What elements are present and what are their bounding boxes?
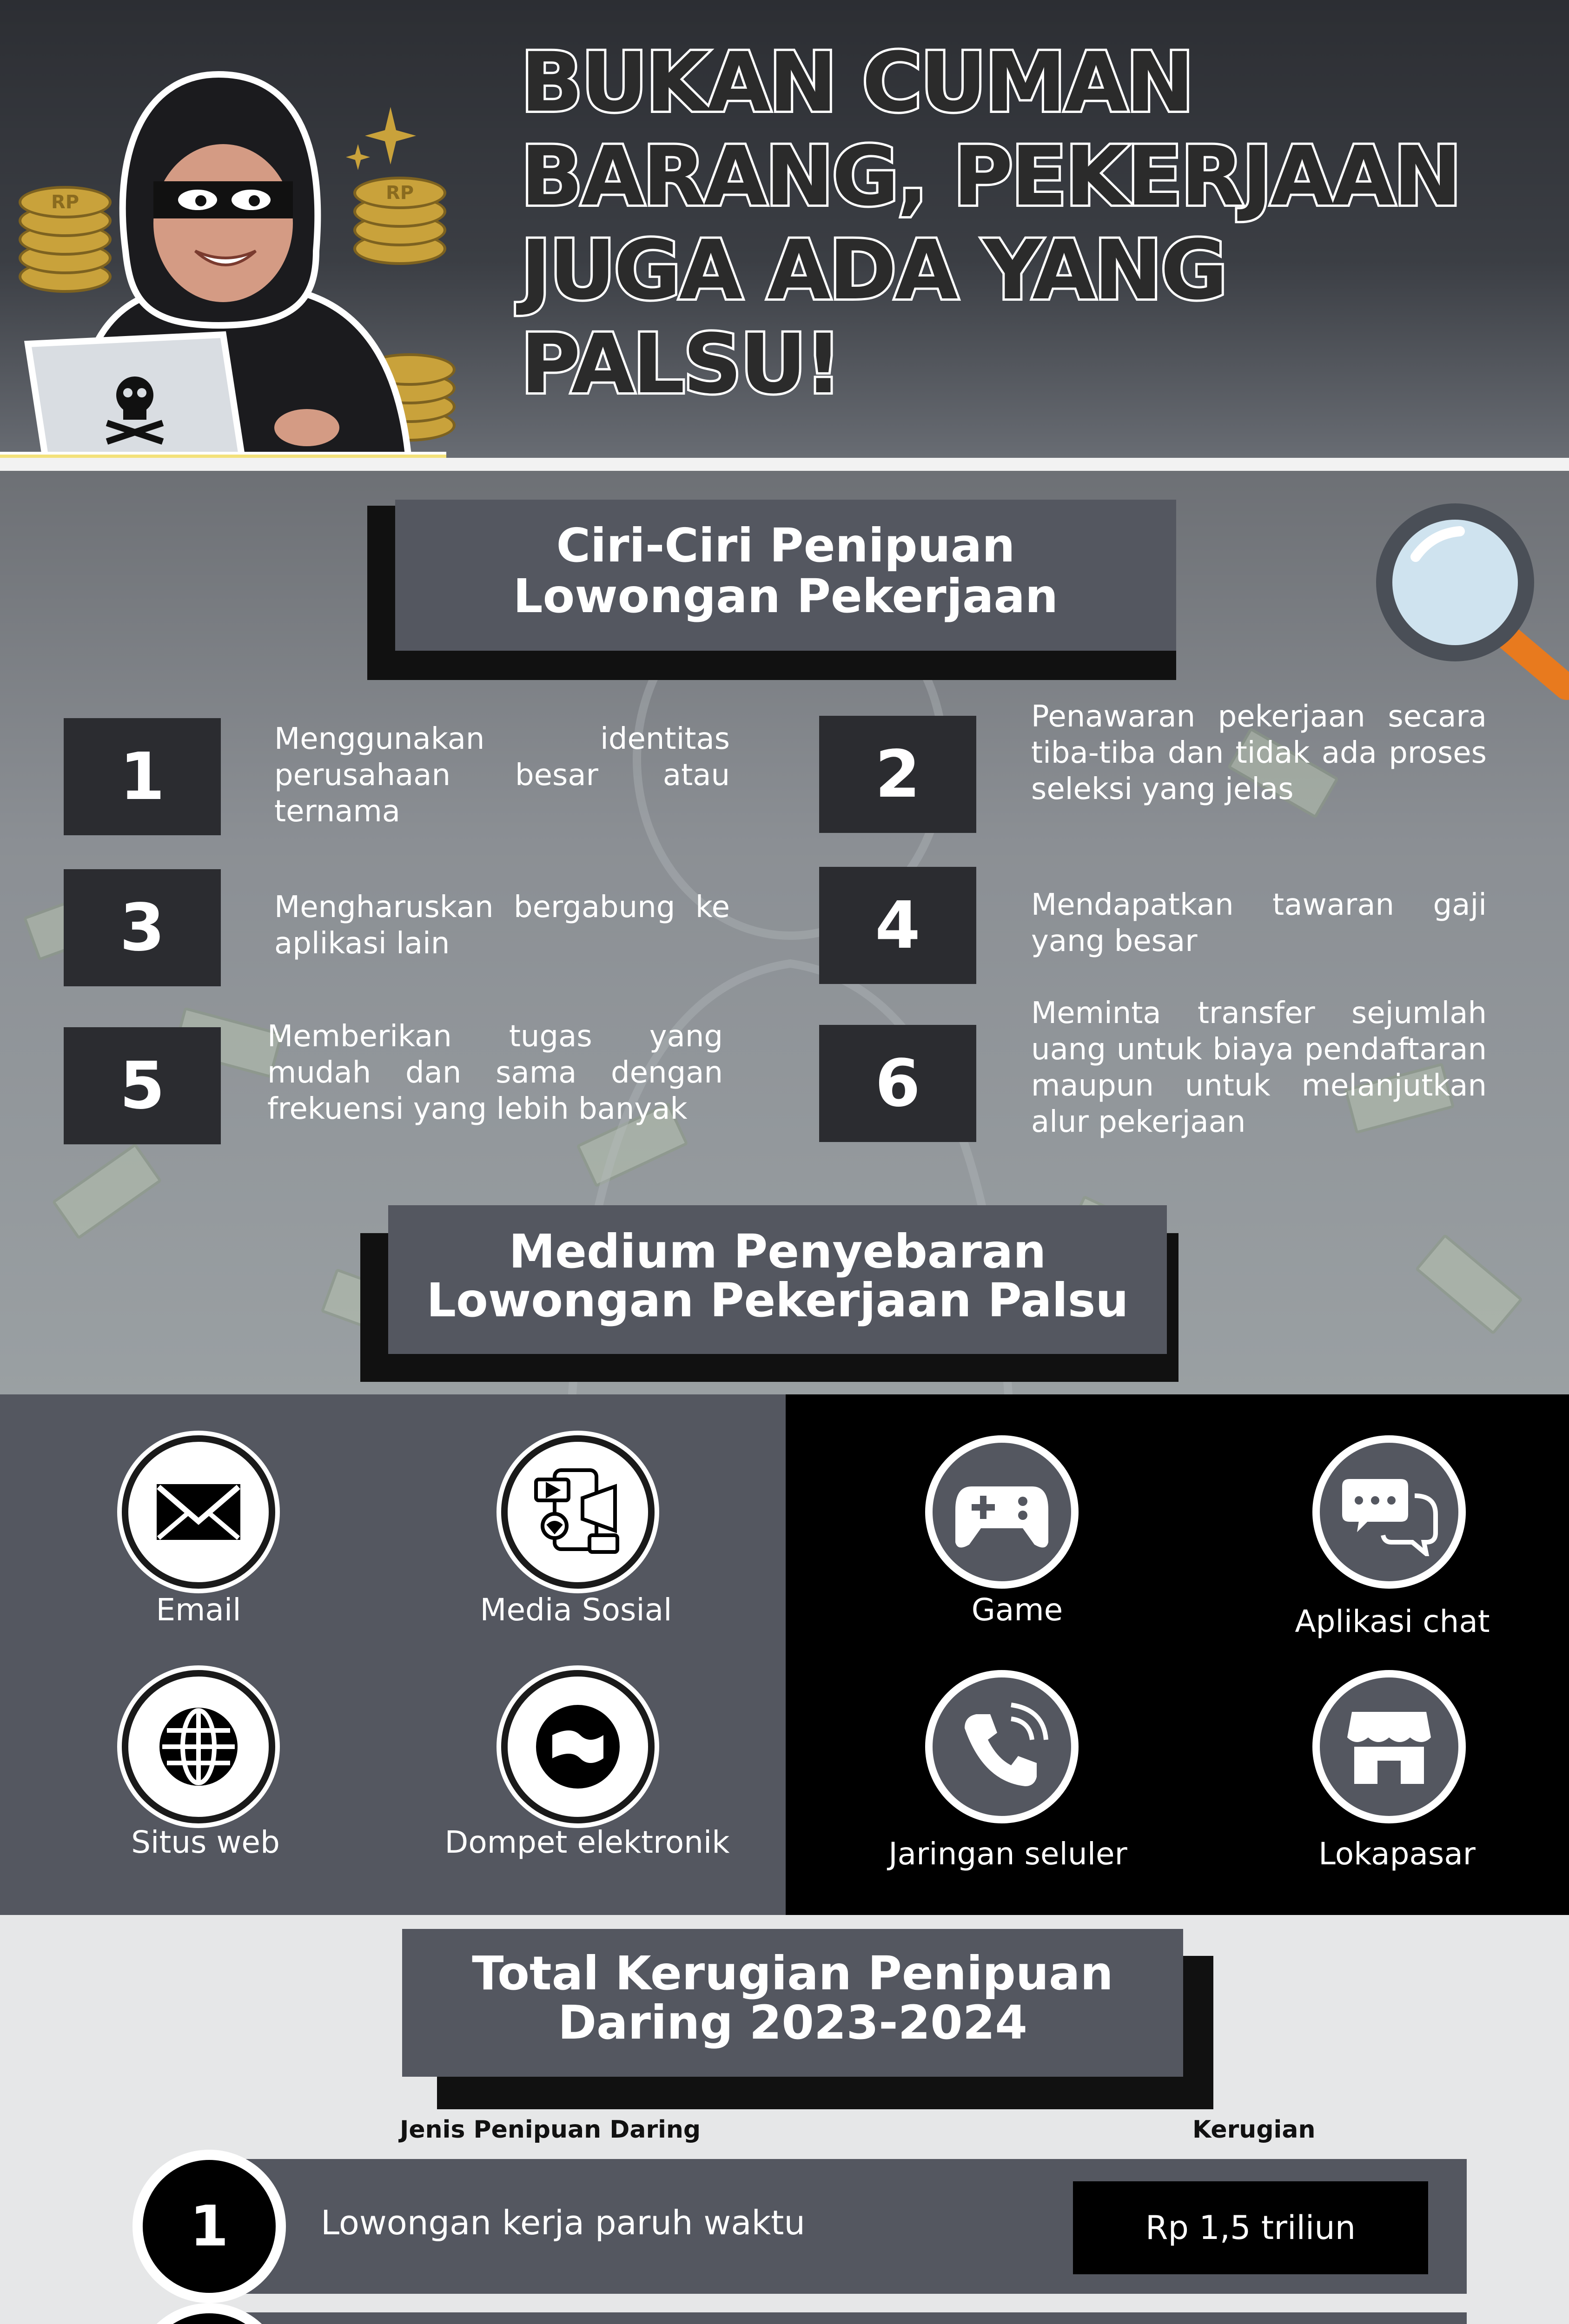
column-header-loss: Kerugian: [1192, 2116, 1316, 2144]
characteristic-text-3: Mengharuskan bergabung ke aplikasi lain: [274, 890, 730, 961]
loss-row-number-1: 1: [132, 2150, 286, 2303]
characteristics-heading: Ciri-Ciri Penipuan Lowongan Pekerjaan: [395, 500, 1176, 651]
losses-section: [0, 1915, 1569, 2324]
characteristic-number-3: 3: [64, 869, 221, 986]
phone-icon: [925, 1670, 1079, 1823]
header-title-line-4: PALSU!: [521, 317, 841, 412]
envelope-icon: [122, 1435, 275, 1589]
medium-heading: Medium Penyebaran Lowongan Pekerjaan Palsu: [388, 1205, 1167, 1354]
medium-label-cellular: Jaringan seluler: [888, 1836, 1127, 1872]
medium-label-chat-app: Aplikasi chat: [1295, 1604, 1490, 1639]
header-banner: RP RP BUKAN CUMAN BARANG, PEKERJAAN JUGA ADA YANG PALSU!: [0, 0, 1569, 474]
loss-row-amount-1: Rp 1,5 triliun: [1073, 2181, 1428, 2274]
medium-label-website: Situs web: [131, 1824, 280, 1860]
medium-label-marketplace: Lokapasar: [1318, 1836, 1476, 1872]
characteristics-section: [0, 471, 1569, 1400]
characteristic-text-5: Memberikan tugas yang mudah dan sama dengan frekuensi yang lebih banyak: [267, 1019, 723, 1126]
wallet-icon: [501, 1670, 655, 1823]
header-title-line-2: BARANG, PEKERJAAN: [521, 129, 1460, 224]
loss-row-2: [195, 2312, 1467, 2324]
store-icon: [1312, 1670, 1466, 1823]
medium-label-social-media: Media Sosial: [480, 1592, 672, 1628]
medium-label-email: Email: [156, 1592, 241, 1628]
header-title-line-1: BUKAN CUMAN: [521, 35, 1192, 130]
hacker-illustration: [19, 56, 437, 465]
social-media-icon: [501, 1435, 655, 1589]
header-divider: [0, 458, 1569, 471]
gamepad-icon: [925, 1435, 1079, 1589]
loss-row-type-1: Lowongan kerja paruh waktu: [321, 2203, 805, 2242]
medium-label-game: Game: [971, 1592, 1063, 1628]
characteristic-number-6: 6: [819, 1025, 976, 1142]
characteristic-text-2: Penawaran pekerjaan secara tiba-tiba dan tidak ada proses seleksi yang jelas: [1031, 700, 1487, 806]
losses-heading: Total Kerugian Penipuan Daring 2023-2024: [402, 1929, 1183, 2077]
column-header-type: Jenis Penipuan Daring: [400, 2116, 701, 2144]
characteristic-text-6: Meminta transfer sejumlah uang untuk biaya pendaftaran maupun untuk melanjutkan alur pekerjaan: [1031, 996, 1487, 1139]
medium-label-e-wallet: Dompet elektronik: [444, 1824, 730, 1860]
characteristic-text-4: Mendapatkan tawaran gaji yang besar: [1031, 888, 1487, 958]
magnifier-icon: [1367, 496, 1569, 701]
characteristic-number-4: 4: [819, 867, 976, 984]
characteristic-text-1: Menggunakan identitas perusahaan besar atau ternama: [274, 722, 730, 829]
header-title-line-3: JUGA ADA YANG: [521, 223, 1226, 318]
chat-bubbles-icon: [1312, 1435, 1466, 1589]
characteristic-number-1: 1: [64, 718, 221, 835]
globe-icon: [122, 1670, 275, 1823]
characteristic-number-5: 5: [64, 1027, 221, 1144]
characteristic-number-2: 2: [819, 716, 976, 833]
